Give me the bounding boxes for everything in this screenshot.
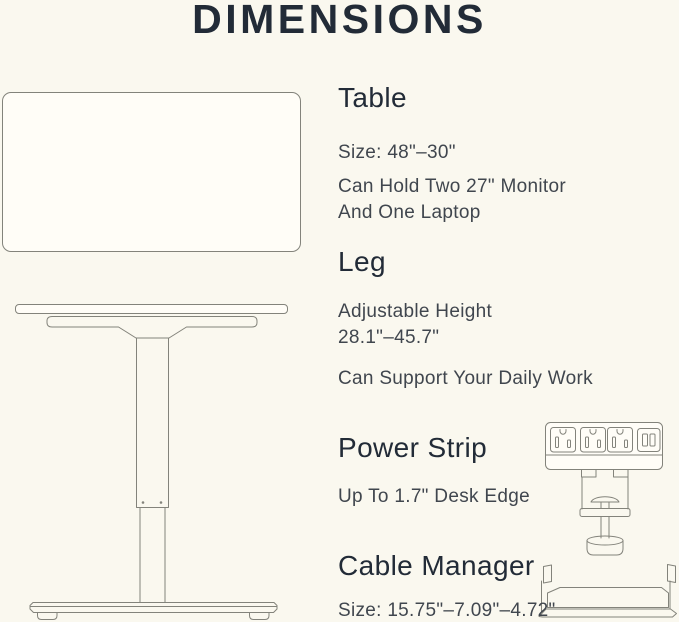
cable-manager-size-text: Size: 15.75"–7.09"–4.72" xyxy=(338,600,556,621)
section-heading-cable-manager: Cable Manager xyxy=(338,550,535,581)
leg-support-note: Can Support Your Daily Work xyxy=(338,368,593,389)
section-heading-leg: Leg xyxy=(338,246,386,277)
table-capacity-line1: Can Hold Two 27" Monitor xyxy=(338,176,566,197)
section-heading-table: Table xyxy=(338,82,407,113)
section-heading-power-strip: Power Strip xyxy=(338,432,488,463)
leg-height-line2: 28.1"–45.7" xyxy=(338,327,440,348)
power-strip-clamp-icon xyxy=(535,418,675,558)
table-capacity-line2: And One Laptop xyxy=(338,202,481,223)
desk-side-view-icon xyxy=(0,293,310,622)
page-title: DIMENSIONS xyxy=(192,0,487,42)
table-size-text: Size: 48"–30" xyxy=(338,142,456,163)
desk-tabletop-top-view-icon xyxy=(2,92,301,252)
power-strip-note: Up To 1.7" Desk Edge xyxy=(338,486,530,507)
leg-height-line1: Adjustable Height xyxy=(338,301,493,322)
